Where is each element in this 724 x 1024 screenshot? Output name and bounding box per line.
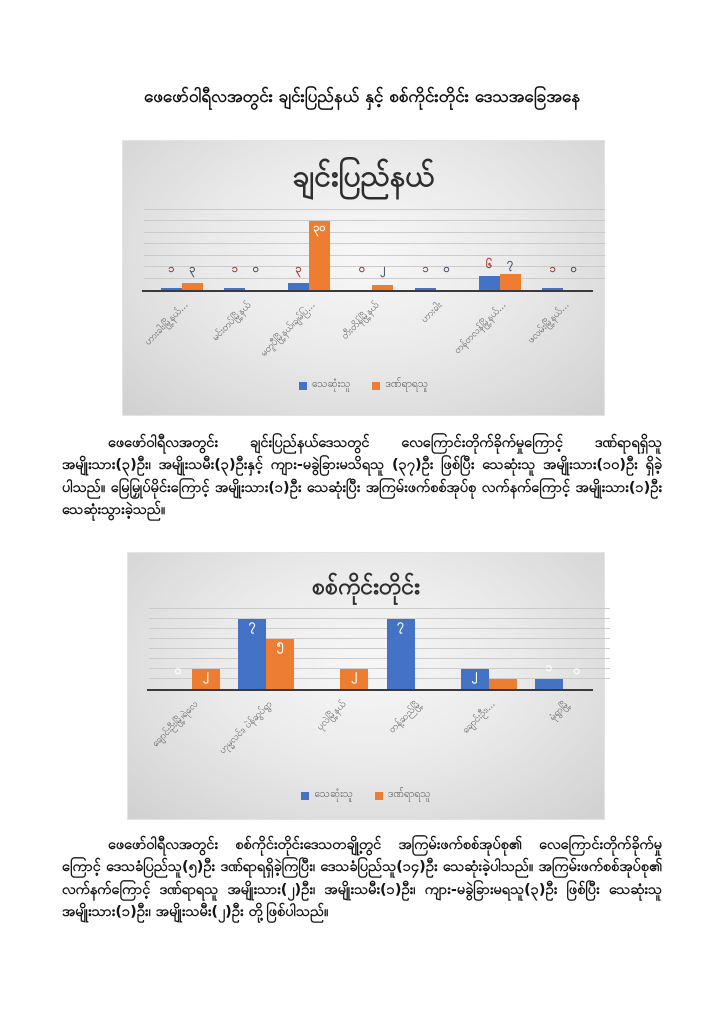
legend-item-injured: [375, 788, 431, 803]
bar-group: [378, 609, 452, 689]
category-label: ချောင်းဦး၊...: [460, 698, 498, 736]
plot-area: [155, 609, 600, 689]
page-title: ဖေဖော်ဝါရီလအတွင်း ချင်းပြည်နယ် နှင့် စစ်ကိုင်းတိုင်း ဒေသအခြေအနေ: [143, 87, 581, 107]
bar-value-label: ၀: [573, 663, 581, 677]
bar-value-label: ၇: [507, 256, 514, 269]
bar-value-label: ၁: [231, 262, 238, 275]
deaths-bar-slot: [161, 210, 182, 290]
deaths-bar-slot: [387, 609, 415, 689]
injured-bar-slot: [489, 609, 517, 689]
legend-item-deaths: [301, 788, 352, 803]
injured-bar-slot: [192, 609, 220, 689]
bar-value-label: ၃: [189, 262, 196, 275]
bar-value-label: ၃: [295, 262, 302, 275]
injured-bar: [489, 679, 517, 689]
chart-title: ချင်းပြည်နယ်: [292, 159, 435, 194]
bar-value-label: ၂: [380, 262, 386, 275]
bar-value-label: ၂: [203, 667, 210, 681]
category-label: ဖလမ်းမြို့နယ်...: [525, 299, 572, 346]
category-label: ဟားခါးမြို့နယ်...: [142, 299, 191, 348]
chart-title: စစ်ကိုင်းတိုင်း: [312, 574, 420, 600]
injured-bar-slot: [245, 210, 266, 290]
bar-group: [526, 609, 600, 689]
category-label: တန့်ဆည်မြို့: [386, 698, 424, 736]
legend-label-injured: ဒဏ်ရာရသူ: [387, 788, 431, 800]
bar-value-label: ၀: [174, 663, 182, 677]
injured-bar-slot: [182, 210, 203, 290]
deaths-bar: [288, 283, 309, 290]
bar-group: [303, 609, 377, 689]
bar-value-label: ၁: [549, 262, 556, 275]
bar-value-label: ၂: [351, 667, 358, 681]
injured-swatch-icon: [372, 382, 380, 390]
injured-bar-slot: [415, 609, 443, 689]
sagaing-paragraph: ဖေဖော်ဝါရီလအတွင်း စစ်ကိုင်းတိုင်းဒေသတချို့တွင် အကြမ်းဖက်စစ်အုပ်စု၏ လေကြောင်းတိုက်ခိုက်မှုကြောင့် ဒေသခံပြည်သူ(၅)ဦး ဒဏ်ရာရရှိခဲ့ကြပြီး၊ ဒေသခံပြည်သူ(၁၄)ဦး သေဆုံးခဲ့ပါသည်။ အကြမ်းဖက်စစ်အုပ်စု၏ လက်နက်ကြောင့် ဒဏ်ရာရသူ အမျိုးသား(၂)ဦး၊ အမျိုးသမီး(၁)ဦး၊ ကျား-မခွဲခြားမရသူ(၃)ဦး ဖြစ်ပြီး သေဆုံးသူ အမျိုးသား(၁)ဦး၊ အမျိုးသမီး(၂)ဦး တို့ဖြစ်ပါသည်။: [62, 837, 662, 921]
injured-bar-slot: [309, 210, 330, 290]
bar-group: [468, 210, 532, 290]
category-label: ဟားခါး: [419, 299, 445, 326]
category-label: တီးတိန်မြို့နယ်: [338, 299, 381, 342]
bar-value-label: ၁: [168, 262, 175, 275]
chart-legend: [127, 788, 605, 803]
deaths-bar-slot: [224, 210, 245, 290]
legend-label-deaths: သေဆုံးသူ: [311, 378, 351, 390]
category-axis-labels: [142, 295, 595, 387]
sagaing-region-chart: [127, 552, 605, 820]
injured-bar: [182, 283, 203, 290]
bar-value-label: ၇: [248, 617, 256, 631]
chin-paragraph: ဖေဖော်ဝါရီလအတွင်း ချင်းပြည်နယ်ဒေသတွင် လေကြောင်းတိုက်ခိုက်မှုကြောင့် ဒဏ်ရာရရှိသူ အမျိုးသား(၃)ဦး၊ အမျိုးသမီး(၃)ဦးနှင့် ကျား-မခွဲခြားမသိရသူ (၃၇)ဦး ဖြစ်ပြီး သေဆုံးသူ အမျိုးသား(၁၀)ဦး ရှိခဲ့ပါသည်။ မြေမြှုပ်မိုင်းကြောင့် အမျိုးသား(၁)ဦး သေဆုံးပြီး အကြမ်းဖက်စစ်အုပ်စု လက်နက်ကြောင့် အမျိုးသား(၁)ဦး သေဆုံးသွားခဲ့သည်။: [62, 435, 662, 519]
x-axis-line: [147, 689, 593, 691]
injured-bar-slot: [563, 210, 584, 290]
chin-state-chart: [122, 140, 605, 416]
legend-label-injured: ဒဏ်ရာရသူ: [385, 378, 428, 390]
injured-bar: [500, 274, 521, 290]
bar-value-label: ၆: [486, 258, 493, 272]
bar-value-label: ၁: [545, 660, 553, 674]
bar-group: [150, 210, 214, 290]
category-label: မုံရွာမြို့: [547, 698, 572, 723]
bar-value-label: ၀: [570, 262, 577, 275]
bar-group: [214, 210, 278, 290]
bar-group: [229, 609, 303, 689]
category-label: ပုလဲမြို့နယ်: [314, 698, 349, 733]
legend-item-deaths: [299, 378, 350, 393]
injured-bar-slot: [563, 609, 591, 689]
bar-group: [531, 210, 595, 290]
deaths-swatch-icon: [301, 792, 309, 800]
bar-group: [341, 210, 405, 290]
deaths-bar-slot: [351, 210, 372, 290]
category-label: တန်တလန်မြို့နယ်...: [451, 299, 509, 357]
bar-value-label: ၃၀: [313, 221, 326, 235]
injured-bar-slot: [372, 210, 393, 290]
injured-swatch-icon: [375, 792, 383, 800]
bar-value-label: ၀: [358, 262, 366, 275]
bar-value-label: ၇: [397, 617, 404, 631]
bar-group: [155, 609, 229, 689]
bar-value-label: ၀: [443, 262, 450, 275]
x-axis-line: [142, 290, 593, 292]
deaths-bar: [479, 276, 500, 290]
injured-bar-slot: [340, 609, 368, 689]
legend-item-injured: [372, 378, 428, 393]
legend-label-deaths: သေဆုံးသူ: [314, 788, 353, 800]
bar-value-label: ၂: [471, 667, 478, 681]
deaths-bar: [535, 679, 563, 689]
category-label: ချောင်းဦးမြို့၊ရဲလေ: [150, 698, 201, 750]
deaths-bar-slot: [479, 210, 500, 290]
bar-group: [404, 210, 468, 290]
category-label: ဟုမ္မလင်း၊ ပဲန်ဆွပ်ရွာ: [217, 698, 275, 757]
category-label: မတူပီမြို့နယ်၊ချမ်ပြ...: [258, 299, 318, 359]
injured-bar-slot: [436, 210, 457, 290]
bar-group: [452, 609, 526, 689]
deaths-swatch-icon: [299, 382, 307, 390]
plot-area: [150, 210, 595, 290]
bar-value-label: ၅: [276, 637, 284, 651]
deaths-bar-slot: [415, 210, 436, 290]
bar-group: [277, 210, 341, 290]
deaths-bar-slot: [461, 609, 489, 689]
bar-value-label: ၀: [252, 262, 259, 275]
chart-legend: [122, 378, 605, 393]
bar-value-label: ၁: [422, 262, 429, 275]
deaths-bar-slot: [542, 210, 563, 290]
injured-bar-slot: [266, 609, 294, 689]
category-label: မင်းတပ်မြို့နယ်: [210, 299, 254, 344]
injured-bar-slot: [500, 210, 521, 290]
category-axis-labels: [150, 694, 600, 786]
